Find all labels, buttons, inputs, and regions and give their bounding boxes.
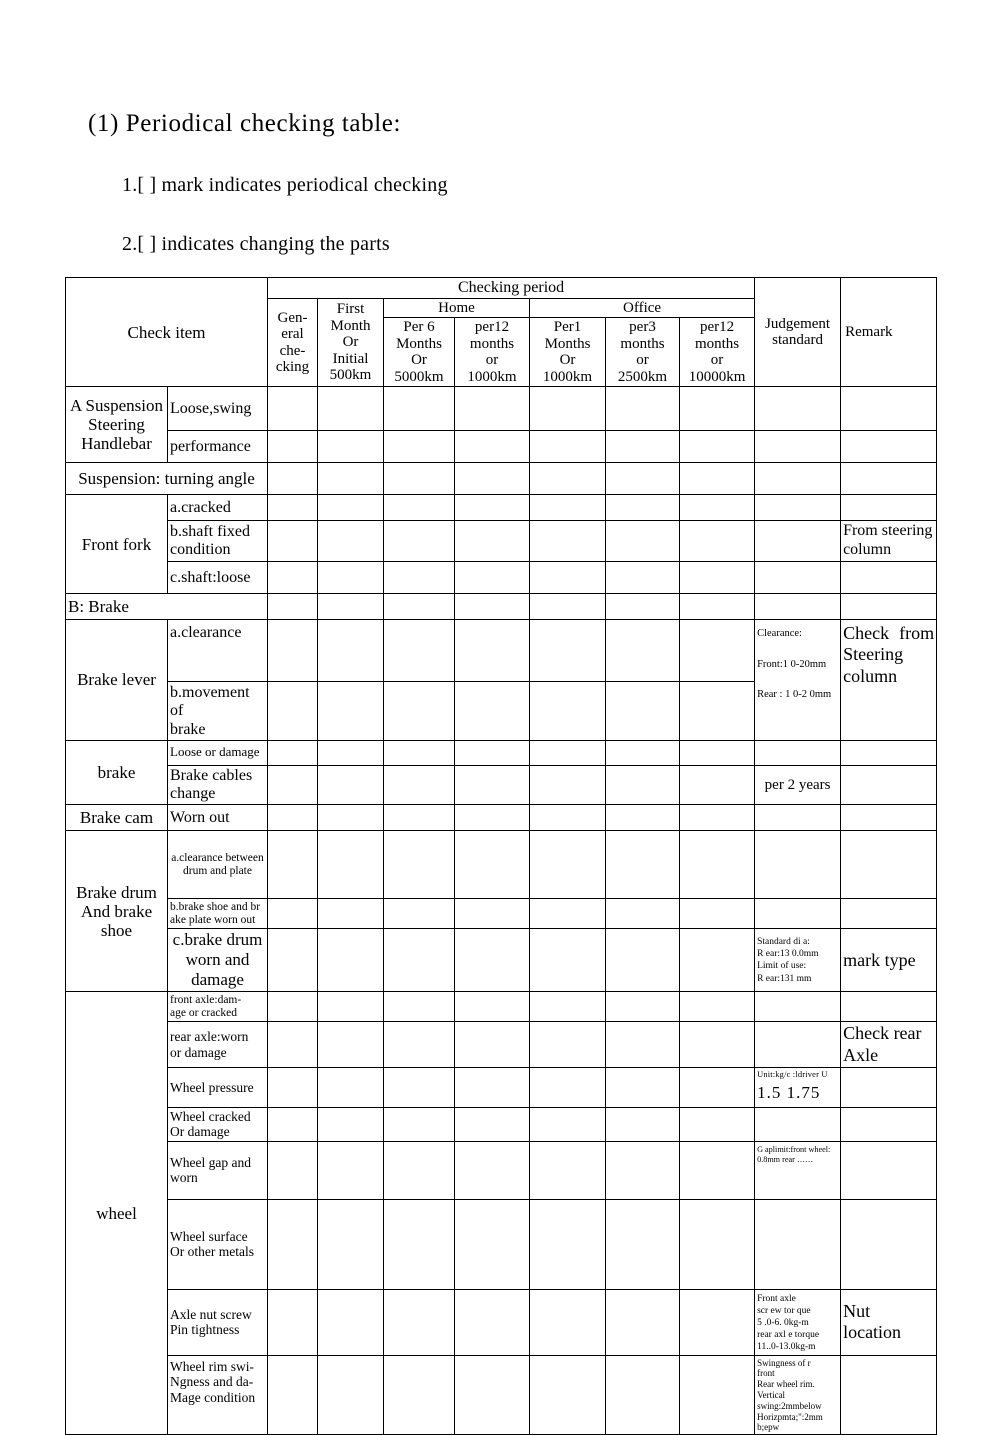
cell-home-6m[interactable] <box>384 899 455 929</box>
table-row <box>66 1022 937 1067</box>
cell-first-month[interactable] <box>318 431 384 463</box>
cell-office-12m[interactable] <box>680 682 755 741</box>
cell-office-3m[interactable] <box>606 1355 680 1435</box>
cell-judgement <box>755 387 841 431</box>
cell-general[interactable] <box>268 992 318 1022</box>
cell-judgement-wheel-pressure <box>755 1067 841 1107</box>
cell-office-1m[interactable] <box>530 765 606 804</box>
item-a-clearance-drum-plate: a.clearance between drum and plate <box>168 831 268 899</box>
cell-general[interactable] <box>268 740 318 765</box>
cell-remark-mark-type: mark type <box>841 929 937 992</box>
item-b-movement-of-brake: b.movement of brake <box>168 682 268 741</box>
cell-office-1m[interactable] <box>530 899 606 929</box>
cell-remark <box>841 1107 937 1141</box>
cell-first-month[interactable] <box>318 805 384 831</box>
cell-office-3m[interactable] <box>606 1067 680 1107</box>
cell-office-3m[interactable] <box>606 765 680 804</box>
cell-office-3m[interactable] <box>606 1022 680 1067</box>
item-rear-axle-worn-damage: rear axle:worn or damage <box>168 1022 268 1067</box>
cell-office-12m[interactable] <box>680 463 755 495</box>
table-row <box>66 899 937 929</box>
cell-home-12m[interactable] <box>455 495 530 521</box>
item-b-brake-shoe-plate-worn: b.brake shoe and br ake plate worn out <box>168 899 268 929</box>
item-suspension-turning-angle: Suspension: turning angle <box>66 463 268 495</box>
item-axle-nut-screw-pin-tightness: Axle nut screw Pin tightness <box>168 1289 268 1355</box>
cell-home-6m[interactable] <box>384 682 455 741</box>
cell-general[interactable] <box>268 1355 318 1435</box>
cell-remark <box>841 992 937 1022</box>
table-row <box>66 387 937 431</box>
cell-first-month[interactable] <box>318 620 384 682</box>
cell-general[interactable] <box>268 831 318 899</box>
cell-home-6m[interactable] <box>384 740 455 765</box>
cell-office-1m[interactable] <box>530 1022 606 1067</box>
cell-first-month[interactable] <box>318 992 384 1022</box>
cell-office-1m[interactable] <box>530 562 606 594</box>
group-brake: brake <box>66 740 168 804</box>
item-front-axle-damage-cracked: front axle:dam- age or cracked <box>168 992 268 1022</box>
cell-office-1m[interactable] <box>530 495 606 521</box>
cell-first-month[interactable] <box>318 521 384 562</box>
cell-office-12m[interactable] <box>680 740 755 765</box>
cell-judgement <box>755 831 841 899</box>
cell-office-12m[interactable] <box>680 1141 755 1199</box>
cell-remark <box>841 831 937 899</box>
cell-judgement <box>755 1107 841 1141</box>
cell-remark <box>841 431 937 463</box>
cell-first-month[interactable] <box>318 1141 384 1199</box>
cell-office-1m[interactable] <box>530 594 606 620</box>
cell-office-3m[interactable] <box>606 992 680 1022</box>
table-row <box>66 805 937 831</box>
cell-general[interactable] <box>268 805 318 831</box>
cell-office-12m[interactable] <box>680 1355 755 1435</box>
header-col-office-12m: per12 months or 10000km <box>680 318 755 387</box>
cell-home-6m[interactable] <box>384 562 455 594</box>
cell-office-3m[interactable] <box>606 682 680 741</box>
table-row <box>66 992 937 1022</box>
cell-office-12m[interactable] <box>680 831 755 899</box>
cell-general[interactable] <box>268 521 318 562</box>
wheel-pressure-unit: Unit:kg/c :ldriver U <box>757 1069 828 1079</box>
cell-office-12m[interactable] <box>680 387 755 431</box>
cell-office-12m[interactable] <box>680 431 755 463</box>
header-col-general: Gen- eral che- cking <box>268 298 318 387</box>
cell-office-3m[interactable] <box>606 899 680 929</box>
cell-home-12m[interactable] <box>455 1067 530 1107</box>
table-row <box>66 765 937 804</box>
cell-general[interactable] <box>268 765 318 804</box>
cell-first-month[interactable] <box>318 740 384 765</box>
header-col-home-12m: per12 months or 1000km <box>455 318 530 387</box>
item-wheel-gap-worn: Wheel gap and worn <box>168 1141 268 1199</box>
cell-office-12m[interactable] <box>680 1107 755 1141</box>
cell-judgement-per-2-years: per 2 years <box>755 765 841 804</box>
header-group-office: Office <box>530 298 755 318</box>
cell-first-month[interactable] <box>318 1355 384 1435</box>
cell-office-1m[interactable] <box>530 992 606 1022</box>
cell-home-12m[interactable] <box>455 1199 530 1289</box>
table-row <box>66 594 937 620</box>
cell-general[interactable] <box>268 387 318 431</box>
cell-office-12m[interactable] <box>680 899 755 929</box>
cell-home-6m[interactable] <box>384 594 455 620</box>
header-check-item: Check item <box>66 278 268 387</box>
table-row <box>66 431 937 463</box>
cell-office-12m[interactable] <box>680 1067 755 1107</box>
cell-home-12m[interactable] <box>455 831 530 899</box>
cell-home-12m[interactable] <box>455 1355 530 1435</box>
table-row <box>66 1355 937 1435</box>
cell-judgement <box>755 594 841 620</box>
cell-home-6m[interactable] <box>384 1355 455 1435</box>
cell-general[interactable] <box>268 431 318 463</box>
cell-office-1m[interactable] <box>530 682 606 741</box>
table-row <box>66 495 937 521</box>
cell-home-6m[interactable] <box>384 765 455 804</box>
cell-remark-check-from-steering: Check from Steering column <box>841 620 937 741</box>
cell-general[interactable] <box>268 929 318 992</box>
section-b-brake: B: Brake <box>66 594 268 620</box>
header-col-office-3m: per3 months or 2500km <box>606 318 680 387</box>
cell-general[interactable] <box>268 495 318 521</box>
cell-office-1m[interactable] <box>530 929 606 992</box>
table-row <box>66 1199 937 1289</box>
cell-first-month[interactable] <box>318 1289 384 1355</box>
cell-office-1m[interactable] <box>530 521 606 562</box>
cell-remark-check-rear-axle: Check rear Axle <box>841 1022 937 1067</box>
header-remark: Remark <box>841 278 937 387</box>
cell-office-12m[interactable] <box>680 1289 755 1355</box>
cell-office-1m[interactable] <box>530 463 606 495</box>
cell-home-6m[interactable] <box>384 929 455 992</box>
cell-remark-nut-location: Nut location <box>841 1289 937 1355</box>
cell-office-3m[interactable] <box>606 562 680 594</box>
cell-office-3m[interactable] <box>606 831 680 899</box>
cell-judgement-swingness: Swingness of r front Rear wheel rim. Vertical swing:2mmbelow Horizpmta;":2mm b;epw <box>755 1355 841 1435</box>
cell-first-month[interactable] <box>318 594 384 620</box>
cell-home-12m[interactable] <box>455 805 530 831</box>
cell-judgement <box>755 1022 841 1067</box>
wheel-pressure-values: 1.5 1.75 <box>757 1083 821 1103</box>
cell-home-6m[interactable] <box>384 620 455 682</box>
group-brake-lever: Brake lever <box>66 620 168 741</box>
cell-office-12m[interactable] <box>680 495 755 521</box>
table-row <box>66 1141 937 1199</box>
cell-home-6m[interactable] <box>384 463 455 495</box>
cell-remark <box>841 387 937 431</box>
cell-office-1m[interactable] <box>530 620 606 682</box>
cell-home-12m[interactable] <box>455 431 530 463</box>
cell-general[interactable] <box>268 1067 318 1107</box>
cell-home-6m[interactable] <box>384 831 455 899</box>
cell-office-1m[interactable] <box>530 1107 606 1141</box>
cell-home-6m[interactable] <box>384 1067 455 1107</box>
item-performance: performance <box>168 431 268 463</box>
cell-home-6m[interactable] <box>384 1107 455 1141</box>
cell-judgement-gap-limit: G aplimit:front wheel: 0.8mm rear …… <box>755 1141 841 1199</box>
item-wheel-surface-other-metals: Wheel surface Or other metals <box>168 1199 268 1289</box>
cell-office-1m[interactable] <box>530 805 606 831</box>
cell-office-1m[interactable] <box>530 1199 606 1289</box>
cell-general[interactable] <box>268 1289 318 1355</box>
cell-remark <box>841 740 937 765</box>
cell-judgement <box>755 1199 841 1289</box>
cell-office-12m[interactable] <box>680 1022 755 1067</box>
cell-general[interactable] <box>268 1022 318 1067</box>
table-row <box>66 831 937 899</box>
cell-first-month[interactable] <box>318 1022 384 1067</box>
cell-remark <box>841 805 937 831</box>
cell-general[interactable] <box>268 1141 318 1199</box>
cell-general[interactable] <box>268 463 318 495</box>
cell-office-12m[interactable] <box>680 594 755 620</box>
cell-office-3m[interactable] <box>606 431 680 463</box>
header-judgement-standard: Judgement standard <box>755 278 841 387</box>
cell-office-3m[interactable] <box>606 1141 680 1199</box>
cell-office-3m[interactable] <box>606 495 680 521</box>
cell-first-month[interactable] <box>318 899 384 929</box>
item-loose-or-damage: Loose or damage <box>168 740 268 765</box>
cell-first-month[interactable] <box>318 831 384 899</box>
cell-first-month[interactable] <box>318 1067 384 1107</box>
cell-first-month[interactable] <box>318 682 384 741</box>
item-brake-cables-change: Brake cables change <box>168 765 268 804</box>
cell-home-6m[interactable] <box>384 431 455 463</box>
cell-office-12m[interactable] <box>680 765 755 804</box>
header-col-first-month: First Month Or Initial 500km <box>318 298 384 387</box>
group-front-fork: Front fork <box>66 495 168 594</box>
header-group-home: Home <box>384 298 530 318</box>
cell-remark <box>841 1141 937 1199</box>
cell-home-6m[interactable] <box>384 1289 455 1355</box>
cell-first-month[interactable] <box>318 463 384 495</box>
cell-home-12m[interactable] <box>455 521 530 562</box>
item-wheel-pressure: Wheel pressure <box>168 1067 268 1107</box>
cell-home-12m[interactable] <box>455 899 530 929</box>
header-col-home-6m: Per 6 Months Or 5000km <box>384 318 455 387</box>
cell-judgement-brake-drum-dia: Standard di a: R ear:13 0.0mm Limit of use: R ear:131 mm <box>755 929 841 992</box>
cell-general[interactable] <box>268 899 318 929</box>
cell-first-month[interactable] <box>318 765 384 804</box>
item-worn-out: Worn out <box>168 805 268 831</box>
note-periodical-checking: 1.[ ] mark indicates periodical checking <box>122 174 448 196</box>
cell-home-12m[interactable] <box>455 682 530 741</box>
cell-office-3m[interactable] <box>606 1289 680 1355</box>
note-changing-parts: 2.[ ] indicates changing the parts <box>122 233 390 255</box>
item-a-cracked: a.cracked <box>168 495 268 521</box>
cell-judgement <box>755 521 841 562</box>
cell-home-12m[interactable] <box>455 387 530 431</box>
cell-office-1m[interactable] <box>530 1289 606 1355</box>
item-c-shaft-loose: c.shaft:loose <box>168 562 268 594</box>
table-row <box>66 620 937 682</box>
cell-first-month[interactable] <box>318 929 384 992</box>
group-a-suspension: A Suspension Steering Handlebar <box>66 387 168 463</box>
cell-remark: From steering column <box>841 521 937 562</box>
cell-office-1m[interactable] <box>530 1141 606 1199</box>
cell-home-12m[interactable] <box>455 1289 530 1355</box>
cell-judgement <box>755 431 841 463</box>
cell-office-1m[interactable] <box>530 831 606 899</box>
cell-home-12m[interactable] <box>455 929 530 992</box>
cell-home-12m[interactable] <box>455 594 530 620</box>
cell-judgement <box>755 463 841 495</box>
cell-home-12m[interactable] <box>455 562 530 594</box>
cell-first-month[interactable] <box>318 1107 384 1141</box>
cell-office-3m[interactable] <box>606 521 680 562</box>
cell-office-3m[interactable] <box>606 594 680 620</box>
cell-office-3m[interactable] <box>606 620 680 682</box>
table-row <box>66 463 937 495</box>
item-c-brake-drum-worn-damage: c.brake drum worn and damage <box>168 929 268 992</box>
cell-judgement-axle-torque: Front axle scr ew tor que 5 .0-6. 0kg-m rear axl e torque 11..0-13.0kg-m <box>755 1289 841 1355</box>
table-row <box>66 521 937 562</box>
cell-office-3m[interactable] <box>606 740 680 765</box>
cell-judgement-clearance: Clearance: Front:1 0-20mm Rear : 1 0-2 0mm <box>755 620 841 741</box>
cell-home-12m[interactable] <box>455 740 530 765</box>
cell-office-3m[interactable] <box>606 805 680 831</box>
cell-judgement <box>755 495 841 521</box>
table-row <box>66 929 937 992</box>
cell-office-12m[interactable] <box>680 562 755 594</box>
cell-office-12m[interactable] <box>680 929 755 992</box>
cell-home-6m[interactable] <box>384 387 455 431</box>
table-row <box>66 562 937 594</box>
cell-first-month[interactable] <box>318 1199 384 1289</box>
cell-office-3m[interactable] <box>606 1107 680 1141</box>
cell-home-12m[interactable] <box>455 1141 530 1199</box>
cell-remark <box>841 765 937 804</box>
cell-remark <box>841 495 937 521</box>
item-a-clearance: a.clearance <box>168 620 268 682</box>
cell-home-6m[interactable] <box>384 1022 455 1067</box>
cell-office-12m[interactable] <box>680 1199 755 1289</box>
cell-home-6m[interactable] <box>384 1141 455 1199</box>
cell-home-6m[interactable] <box>384 495 455 521</box>
cell-first-month[interactable] <box>318 495 384 521</box>
cell-general[interactable] <box>268 1199 318 1289</box>
cell-remark <box>841 562 937 594</box>
cell-remark <box>841 1355 937 1435</box>
cell-home-6m[interactable] <box>384 805 455 831</box>
table-row <box>66 1289 937 1355</box>
cell-remark <box>841 1067 937 1107</box>
cell-judgement <box>755 805 841 831</box>
cell-home-12m[interactable] <box>455 1107 530 1141</box>
cell-home-6m[interactable] <box>384 1199 455 1289</box>
cell-office-1m[interactable] <box>530 1067 606 1107</box>
cell-judgement <box>755 899 841 929</box>
table-row <box>66 740 937 765</box>
group-brake-cam: Brake cam <box>66 805 168 831</box>
cell-remark <box>841 463 937 495</box>
cell-general[interactable] <box>268 620 318 682</box>
item-loose-swing: Loose,swing <box>168 387 268 431</box>
cell-office-3m[interactable] <box>606 463 680 495</box>
cell-office-3m[interactable] <box>606 929 680 992</box>
periodical-checking-table <box>65 277 937 1435</box>
cell-home-6m[interactable] <box>384 992 455 1022</box>
cell-remark <box>841 1199 937 1289</box>
header-col-office-1m: Per1 Months Or 1000km <box>530 318 606 387</box>
cell-judgement <box>755 740 841 765</box>
item-b-shaft-fixed-condition: b.shaft fixed condition <box>168 521 268 562</box>
cell-general[interactable] <box>268 562 318 594</box>
cell-office-1m[interactable] <box>530 387 606 431</box>
cell-home-6m[interactable] <box>384 521 455 562</box>
group-brake-drum-and-brake-shoe: Brake drum And brake shoe <box>66 831 168 992</box>
cell-judgement <box>755 562 841 594</box>
table-header-row-1 <box>66 278 937 299</box>
cell-office-12m[interactable] <box>680 805 755 831</box>
cell-home-12m[interactable] <box>455 463 530 495</box>
cell-first-month[interactable] <box>318 562 384 594</box>
cell-office-1m[interactable] <box>530 740 606 765</box>
cell-home-12m[interactable] <box>455 620 530 682</box>
item-wheel-cracked-damage: Wheel cracked Or damage <box>168 1107 268 1141</box>
cell-remark <box>841 594 937 620</box>
table-row <box>66 1067 937 1107</box>
cell-remark <box>841 899 937 929</box>
cell-home-12m[interactable] <box>455 1022 530 1067</box>
cell-home-12m[interactable] <box>455 765 530 804</box>
table-row <box>66 1107 937 1141</box>
item-wheel-rim-swingness-damage: Wheel rim swi- Ngness and da- Mage condition <box>168 1355 268 1435</box>
page-title: (1) Periodical checking table: <box>88 110 402 137</box>
cell-general[interactable] <box>268 682 318 741</box>
cell-office-1m[interactable] <box>530 1355 606 1435</box>
cell-office-12m[interactable] <box>680 620 755 682</box>
header-checking-period: Checking period <box>268 278 755 299</box>
cell-home-12m[interactable] <box>455 992 530 1022</box>
cell-office-3m[interactable] <box>606 1199 680 1289</box>
cell-first-month[interactable] <box>318 387 384 431</box>
cell-office-12m[interactable] <box>680 521 755 562</box>
cell-office-3m[interactable] <box>606 387 680 431</box>
cell-judgement <box>755 992 841 1022</box>
cell-office-1m[interactable] <box>530 431 606 463</box>
cell-general[interactable] <box>268 594 318 620</box>
cell-office-12m[interactable] <box>680 992 755 1022</box>
group-wheel: wheel <box>66 992 168 1435</box>
cell-general[interactable] <box>268 1107 318 1141</box>
periodical-checking-table-wrapper <box>65 277 936 1435</box>
